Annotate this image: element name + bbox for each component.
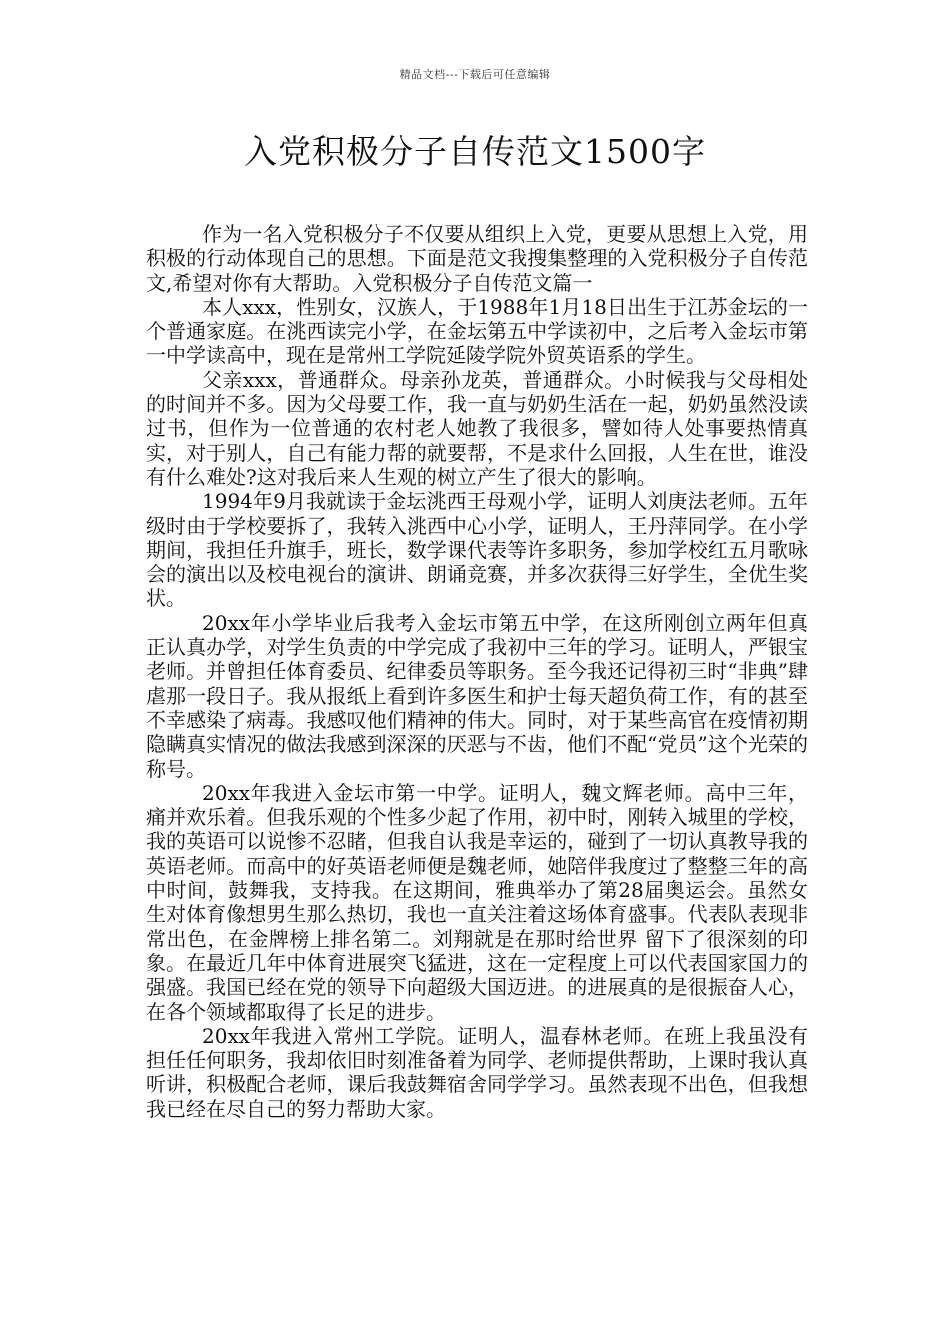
paragraph-middle-school: 20xx年小学毕业后我考入金坛市第五中学，在这所刚创立两年但真正认真办学，对学生负责的中学完成了我初中三年的学习。证明人，严银宝老师。并曾担任体育委员、纪律委员等职务。至今我还记得初三时“非典”肆虐那一段日子。我从报纸上看到许多医生和护士每天超负荷工作，有的甚至不幸感染了病毒。我感叹他们精神的伟大。同时，对于某些高官在疫情初期隐瞒真实情况的做法我感到深深的厌恶与不齿，他们不配“党员”这个光荣的称号。 bbox=[146, 610, 808, 781]
paragraph-personal-info: 本人xxx，性别女，汉族人，于1988年1月18日出生于江苏金坛的一个普通家庭。在洮西读完小学，在金坛第五中学读初中，之后考入金坛市第一中学读高中，现在是常州工学院延陵学院外贸英语系的学生。 bbox=[146, 294, 808, 368]
document-body bbox=[146, 222, 808, 1121]
paragraph-family: 父亲xxx，普通群众。母亲孙龙英，普通群众。小时候我与父母相处的时间并不多。因为父母要工作，我一直与奶奶生活在一起，奶奶虽然没读过书，但作为一位普通的农村老人她教了我很多，譬如待人处事要热情真实，对于别人，自己有能力帮的就要帮，不是求什么回报，人生在世，谁没有什么难处?这对我后来人生观的树立产生了很大的影响。 bbox=[146, 367, 808, 489]
page-title: 入党积极分子自传范文1500字 bbox=[244, 132, 706, 171]
paragraph-primary-school: 1994年9月我就读于金坛洮西王母观小学，证明人刘庚法老师。五年级时由于学校要拆了，我转入洮西中心小学，证明人，王丹萍同学。在小学期间，我担任升旗手，班长，数学课代表等许多职务，参加学校红五月歌咏会的演出以及校电视台的演讲、朗诵竞赛，并多次获得三好学生，全优生奖状。 bbox=[146, 489, 808, 611]
header-note: 精品文档---下载后可任意编辑 bbox=[399, 68, 551, 81]
paragraph-college: 20xx年我进入常州工学院。证明人，温春林老师。在班上我虽没有担任任何职务，我却依旧时刻准备着为同学、老师提供帮助，上课时我认真听讲，积极配合老师，课后我鼓舞宿舍同学学习。虽然表现不出色，但我想我已经在尽自己的努力帮助大家。 bbox=[146, 1023, 808, 1121]
paragraph-high-school: 20xx年我进入金坛市第一中学。证明人，魏文辉老师。高中三年，痛并欢乐着。但我乐观的个性多少起了作用，初中时，刚转入城里的学校，我的英语可以说惨不忍睹，但我自认我是幸运的，碰到了一切认真教导我的英语老师。而高中的好英语老师便是魏老师，她陪伴我度过了整整三年的高中时间，鼓舞我，支持我。在这期间，雅典举办了第28届奥运会。虽然女生对体育像想男生那么热切，我也一直关注着这场体育盛事。代表队表现非常出色，在金牌榜上排名第二。刘翔就是在那时给世界 留下了很深刻的印象。在最近几年中体育进展突飞猛进，这在一定程度上可以代表国家国力的强盛。我国已经在党的领导下向超级大国迈进。的进展真的是很振奋人心，在各个领域都取得了长足的进步。 bbox=[146, 780, 808, 1024]
paragraph-intro: 作为一名入党积极分子不仅要从组织上入党，更要从思想上入党，用积极的行动体现自己的思想。下面是范文我搜集整理的入党积极分子自传范文,希望对你有大帮助。入党积极分子自传范文篇一 bbox=[146, 222, 808, 295]
